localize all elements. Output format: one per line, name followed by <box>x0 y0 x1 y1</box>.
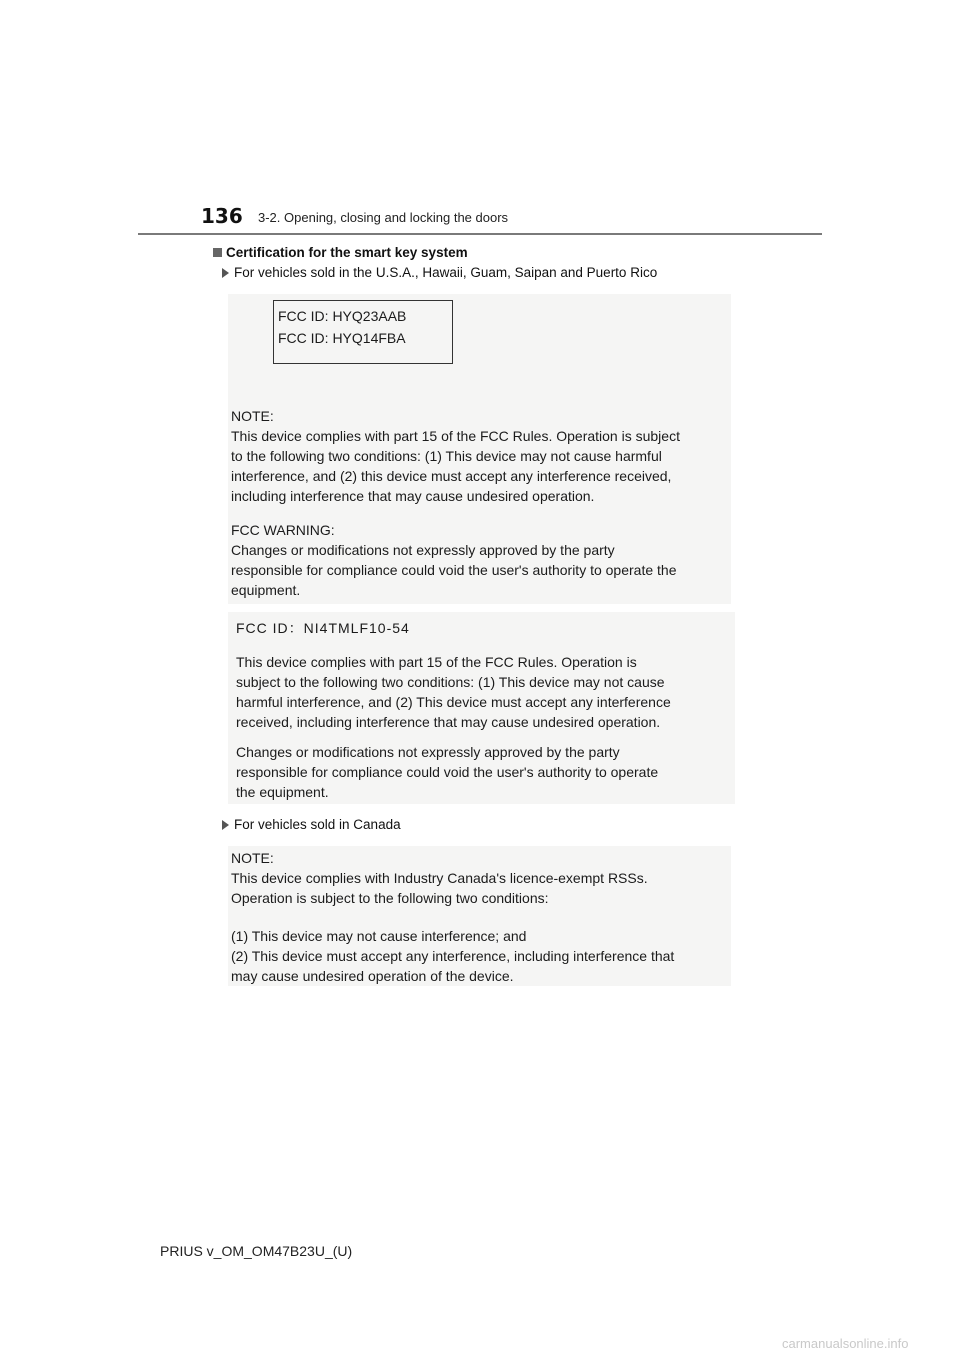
square-bullet-icon <box>213 248 222 257</box>
usa-bullet <box>222 265 657 280</box>
section-heading <box>213 245 468 260</box>
paragraph-line: received, including interference that may cause undesired operation. <box>236 714 661 730</box>
fcc-compliance-paragraph <box>236 652 671 732</box>
usa-bullet-text: For vehicles sold in the U.S.A., Hawaii, Guam, Saipan and Puerto Rico <box>234 265 658 280</box>
note-line: This device complies with part 15 of the FCC Rules. Operation is subject <box>231 428 680 444</box>
warning-title: FCC WARNING: <box>231 522 335 538</box>
fcc-id-box <box>273 300 453 364</box>
heading-text: Certification for the smart key system <box>226 245 468 260</box>
paragraph-line: the equipment. <box>236 784 329 800</box>
note-title: NOTE: <box>231 408 274 424</box>
ic-note <box>231 848 648 908</box>
canada-bullet <box>222 817 401 832</box>
note-line: Operation is subject to the following two conditions: <box>231 890 549 906</box>
triangle-bullet-icon <box>222 268 229 278</box>
fcc-id-text: FCC ID：NI4TMLF10-54 <box>236 620 410 636</box>
canada-bullet-text: For vehicles sold in Canada <box>234 817 401 832</box>
section-title: 3-2. Opening, closing and locking the doors <box>258 210 509 225</box>
watermark: carmanualsonline.info <box>782 1336 909 1351</box>
ic-conditions <box>231 926 674 986</box>
note-line: including interference that may cause undesired operation. <box>231 488 595 504</box>
warning-line: equipment. <box>231 582 301 598</box>
paragraph-line: responsible for compliance could void the user's authority to operate <box>236 764 659 780</box>
condition-line: (2) This device must accept any interference, including interference that <box>231 948 675 964</box>
ic-label-image <box>228 846 731 986</box>
paragraph-line: This device complies with part 15 of the FCC Rules. Operation is <box>236 654 637 670</box>
paragraph-line: subject to the following two conditions: (1) This device may not cause <box>236 674 665 690</box>
header-rule <box>138 233 822 235</box>
note-line: to the following two conditions: (1) This device may not cause harmful <box>231 448 662 464</box>
paragraph-line: Changes or modifications not expressly approved by the party <box>236 744 620 760</box>
fcc-changes-paragraph <box>236 742 658 802</box>
triangle-bullet-icon <box>222 820 229 830</box>
fcc-label-image-2 <box>228 612 735 804</box>
fcc-note <box>231 406 680 506</box>
note-line: This device complies with Industry Canada's licence-exempt RSSs. <box>231 870 648 886</box>
warning-line: Changes or modifications not expressly approved by the party <box>231 542 615 558</box>
paragraph-line: harmful interference, and (2) This device must accept any interference <box>236 694 671 710</box>
note-title: NOTE: <box>231 850 274 866</box>
note-line: interference, and (2) this device must accept any interference received, <box>231 468 672 484</box>
fcc-id-line: FCC ID: HYQ14FBA <box>278 330 406 346</box>
fcc-label-image-1 <box>228 294 731 604</box>
page-number: 136 <box>201 204 243 228</box>
footer-doc-code: PRIUS v_OM_OM47B23U_(U) <box>160 1243 353 1259</box>
fcc-warning <box>231 520 676 600</box>
condition-line: (1) This device may not cause interference; and <box>231 928 527 944</box>
fcc-id-line: FCC ID: HYQ23AAB <box>278 308 407 324</box>
warning-line: responsible for compliance could void the user's authority to operate the <box>231 562 677 578</box>
condition-line: may cause undesired operation of the device. <box>231 968 514 984</box>
